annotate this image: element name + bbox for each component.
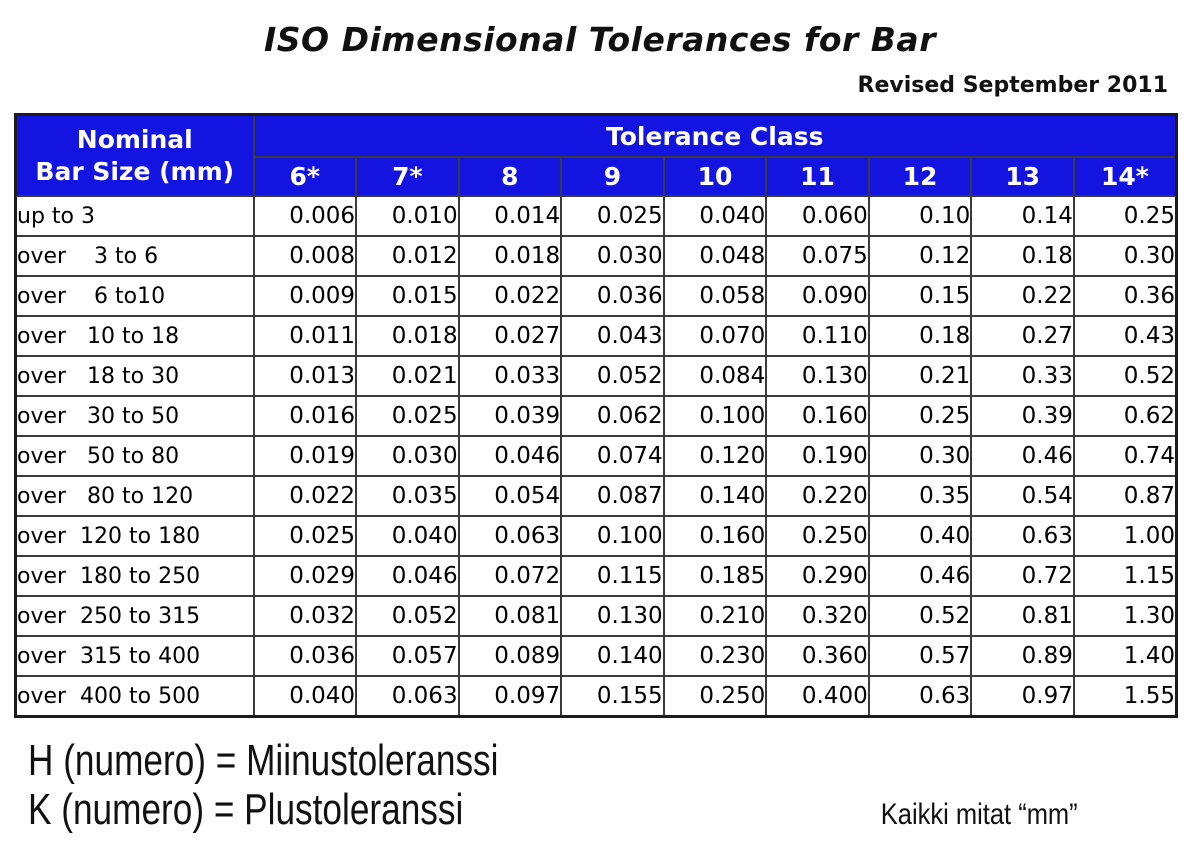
tolerance-value-cell: 0.013 <box>254 356 357 396</box>
tolerance-value-cell: 0.052 <box>561 356 664 396</box>
tolerance-value-cell: 0.012 <box>356 236 459 276</box>
bar-size-range-label: over 50 to 80 <box>16 436 254 476</box>
tolerance-class-header: 10 <box>664 157 767 196</box>
bar-size-range-label: over 315 to 400 <box>16 636 254 676</box>
tolerance-value-cell: 1.55 <box>1074 676 1177 717</box>
tolerance-value-cell: 0.087 <box>561 476 664 516</box>
tolerance-value-cell: 0.081 <box>459 596 562 636</box>
tolerance-value-cell: 0.058 <box>664 276 767 316</box>
tolerance-class-header: 13 <box>971 157 1074 196</box>
tolerance-value-cell: 0.030 <box>561 236 664 276</box>
tolerance-value-cell: 0.063 <box>459 516 562 556</box>
page-title: ISO Dimensional Tolerances for Bar <box>264 20 936 59</box>
tolerance-value-cell: 0.035 <box>356 476 459 516</box>
bar-size-range-label: over 120 to 180 <box>16 516 254 556</box>
tolerance-value-cell: 0.10 <box>869 196 972 236</box>
tolerance-value-cell: 0.054 <box>459 476 562 516</box>
tolerance-value-cell: 0.57 <box>869 636 972 676</box>
tolerance-value-cell: 0.089 <box>459 636 562 676</box>
tolerance-value-cell: 0.036 <box>254 636 357 676</box>
tolerance-value-cell: 0.52 <box>1074 356 1177 396</box>
tolerance-value-cell: 0.360 <box>766 636 869 676</box>
tolerance-value-cell: 0.052 <box>356 596 459 636</box>
tolerance-class-header: 8 <box>459 157 562 196</box>
tolerance-class-header: 7* <box>356 157 459 196</box>
tolerance-value-cell: 1.15 <box>1074 556 1177 596</box>
tolerance-value-cell: 0.011 <box>254 316 357 356</box>
tolerance-value-cell: 0.016 <box>254 396 357 436</box>
tolerance-value-cell: 0.074 <box>561 436 664 476</box>
tolerance-value-cell: 0.400 <box>766 676 869 717</box>
tolerance-table <box>14 113 1178 718</box>
bar-size-range-label: over 6 to10 <box>16 276 254 316</box>
tolerance-value-cell: 0.018 <box>459 236 562 276</box>
tolerance-value-cell: 0.010 <box>356 196 459 236</box>
tolerance-value-cell: 0.89 <box>971 636 1074 676</box>
tolerance-value-cell: 0.021 <box>356 356 459 396</box>
tolerance-value-cell: 0.54 <box>971 476 1074 516</box>
tolerance-class-header: 12 <box>869 157 972 196</box>
tolerance-value-cell: 0.040 <box>356 516 459 556</box>
table-row <box>16 236 1177 276</box>
table-row <box>16 516 1177 556</box>
tolerance-value-cell: 0.27 <box>971 316 1074 356</box>
bar-size-range-label: over 30 to 50 <box>16 396 254 436</box>
tolerance-value-cell: 0.210 <box>664 596 767 636</box>
tolerance-value-cell: 0.090 <box>766 276 869 316</box>
tolerance-value-cell: 0.032 <box>254 596 357 636</box>
tolerance-value-cell: 0.30 <box>1074 236 1177 276</box>
tolerance-value-cell: 0.100 <box>561 516 664 556</box>
tolerance-value-cell: 0.015 <box>356 276 459 316</box>
tolerance-value-cell: 0.74 <box>1074 436 1177 476</box>
tolerance-value-cell: 0.110 <box>766 316 869 356</box>
table-row <box>16 356 1177 396</box>
tolerance-value-cell: 0.63 <box>869 676 972 717</box>
tolerance-class-header: 11 <box>766 157 869 196</box>
tolerance-value-cell: 0.070 <box>664 316 767 356</box>
tolerance-value-cell: 0.025 <box>356 396 459 436</box>
tolerance-value-cell: 0.39 <box>971 396 1074 436</box>
tolerance-value-cell: 0.036 <box>561 276 664 316</box>
tolerance-value-cell: 0.048 <box>664 236 767 276</box>
bar-size-range-label: over 180 to 250 <box>16 556 254 596</box>
table-row <box>16 596 1177 636</box>
table-row <box>16 476 1177 516</box>
nominal-header-line1: Nominal <box>76 125 193 155</box>
tolerance-value-cell: 0.046 <box>356 556 459 596</box>
tolerance-value-cell: 0.21 <box>869 356 972 396</box>
tolerance-value-cell: 0.030 <box>356 436 459 476</box>
tolerance-value-cell: 0.22 <box>971 276 1074 316</box>
bar-size-range-label: over 250 to 315 <box>16 596 254 636</box>
tolerance-value-cell: 0.35 <box>869 476 972 516</box>
tolerance-value-cell: 0.040 <box>664 196 767 236</box>
bar-size-range-label: up to 3 <box>16 196 254 236</box>
table-row <box>16 276 1177 316</box>
tolerance-value-cell: 0.14 <box>971 196 1074 236</box>
tolerance-value-cell: 0.33 <box>971 356 1074 396</box>
tolerance-value-cell: 0.12 <box>869 236 972 276</box>
tolerance-value-cell: 0.63 <box>971 516 1074 556</box>
table-row <box>16 556 1177 596</box>
tolerance-value-cell: 0.063 <box>356 676 459 717</box>
units-note: Kaikki mitat “mm” <box>881 798 1078 832</box>
tolerance-value-cell: 0.30 <box>869 436 972 476</box>
table-row <box>16 196 1177 236</box>
tolerance-value-cell: 0.029 <box>254 556 357 596</box>
tolerance-value-cell: 0.062 <box>561 396 664 436</box>
tolerance-value-cell: 0.25 <box>869 396 972 436</box>
tolerance-value-cell: 0.43 <box>1074 316 1177 356</box>
table-row <box>16 676 1177 717</box>
tolerance-value-cell: 0.039 <box>459 396 562 436</box>
tolerance-class-header: 9 <box>561 157 664 196</box>
tolerance-value-cell: 0.220 <box>766 476 869 516</box>
tolerance-value-cell: 0.72 <box>971 556 1074 596</box>
tolerance-value-cell: 0.15 <box>869 276 972 316</box>
tolerance-class-group-header: Tolerance Class <box>254 115 1177 158</box>
tolerance-value-cell: 0.022 <box>254 476 357 516</box>
tolerance-value-cell: 0.006 <box>254 196 357 236</box>
note-row-2 <box>28 785 1078 834</box>
bar-size-range-label: over 3 to 6 <box>16 236 254 276</box>
tolerance-value-cell: 0.072 <box>459 556 562 596</box>
tolerance-value-cell: 0.87 <box>1074 476 1177 516</box>
table-row <box>16 396 1177 436</box>
tolerance-value-cell: 0.160 <box>664 516 767 556</box>
tolerance-value-cell: 0.120 <box>664 436 767 476</box>
tolerance-value-cell: 0.190 <box>766 436 869 476</box>
tolerance-value-cell: 0.018 <box>356 316 459 356</box>
bar-size-range-label: over 400 to 500 <box>16 676 254 717</box>
bar-size-range-label: over 80 to 120 <box>16 476 254 516</box>
tolerance-value-cell: 0.046 <box>459 436 562 476</box>
tolerance-value-cell: 0.25 <box>1074 196 1177 236</box>
footnotes <box>28 736 1078 835</box>
tolerance-value-cell: 0.140 <box>664 476 767 516</box>
tolerance-value-cell: 0.18 <box>971 236 1074 276</box>
tolerance-value-cell: 0.250 <box>664 676 767 717</box>
tolerance-value-cell: 1.30 <box>1074 596 1177 636</box>
tolerance-value-cell: 0.115 <box>561 556 664 596</box>
tolerance-value-cell: 0.250 <box>766 516 869 556</box>
tolerance-value-cell: 0.320 <box>766 596 869 636</box>
table-row <box>16 316 1177 356</box>
tolerance-value-cell: 0.40 <box>869 516 972 556</box>
tolerance-value-cell: 0.022 <box>459 276 562 316</box>
revision-note: Revised September 2011 <box>857 73 1168 98</box>
tolerance-value-cell: 0.160 <box>766 396 869 436</box>
tolerance-value-cell: 0.025 <box>254 516 357 556</box>
tolerance-value-cell: 0.185 <box>664 556 767 596</box>
tolerance-class-header: 6* <box>254 157 357 196</box>
table-row <box>16 636 1177 676</box>
tolerance-value-cell: 0.36 <box>1074 276 1177 316</box>
tolerance-value-cell: 0.97 <box>971 676 1074 717</box>
tolerance-value-cell: 0.057 <box>356 636 459 676</box>
tolerance-value-cell: 0.155 <box>561 676 664 717</box>
tolerance-value-cell: 0.009 <box>254 276 357 316</box>
tolerance-value-cell: 0.060 <box>766 196 869 236</box>
tolerance-value-cell: 0.100 <box>664 396 767 436</box>
nominal-bar-size-header <box>16 115 254 197</box>
note-plus-tolerance: K (numero) = Plustoleranssi <box>28 785 464 835</box>
tolerance-value-cell: 0.81 <box>971 596 1074 636</box>
bar-size-range-label: over 10 to 18 <box>16 316 254 356</box>
tolerance-value-cell: 0.008 <box>254 236 357 276</box>
tolerance-value-cell: 0.084 <box>664 356 767 396</box>
tolerance-value-cell: 0.18 <box>869 316 972 356</box>
tolerance-value-cell: 0.097 <box>459 676 562 717</box>
tolerance-value-cell: 0.46 <box>971 436 1074 476</box>
bar-size-range-label: over 18 to 30 <box>16 356 254 396</box>
tolerance-class-header: 14* <box>1074 157 1177 196</box>
table-row <box>16 436 1177 476</box>
tolerance-value-cell: 0.62 <box>1074 396 1177 436</box>
tolerance-value-cell: 0.025 <box>561 196 664 236</box>
tolerance-value-cell: 0.140 <box>561 636 664 676</box>
tolerance-value-cell: 0.130 <box>766 356 869 396</box>
note-minus-tolerance: H (numero) = Miinustoleranssi <box>28 736 499 785</box>
tolerance-value-cell: 0.075 <box>766 236 869 276</box>
tolerance-value-cell: 1.00 <box>1074 516 1177 556</box>
tolerance-value-cell: 0.019 <box>254 436 357 476</box>
tolerance-value-cell: 0.014 <box>459 196 562 236</box>
nominal-header-line2: Bar Size (mm) <box>35 156 235 186</box>
tolerance-value-cell: 0.230 <box>664 636 767 676</box>
tolerance-value-cell: 0.040 <box>254 676 357 717</box>
header-row-group <box>16 115 1177 158</box>
tolerance-value-cell: 0.52 <box>869 596 972 636</box>
tolerance-value-cell: 0.027 <box>459 316 562 356</box>
tolerance-value-cell: 0.033 <box>459 356 562 396</box>
tolerance-value-cell: 0.043 <box>561 316 664 356</box>
tolerance-value-cell: 0.290 <box>766 556 869 596</box>
tolerance-value-cell: 0.46 <box>869 556 972 596</box>
tolerance-value-cell: 0.130 <box>561 596 664 636</box>
tolerance-value-cell: 1.40 <box>1074 636 1177 676</box>
